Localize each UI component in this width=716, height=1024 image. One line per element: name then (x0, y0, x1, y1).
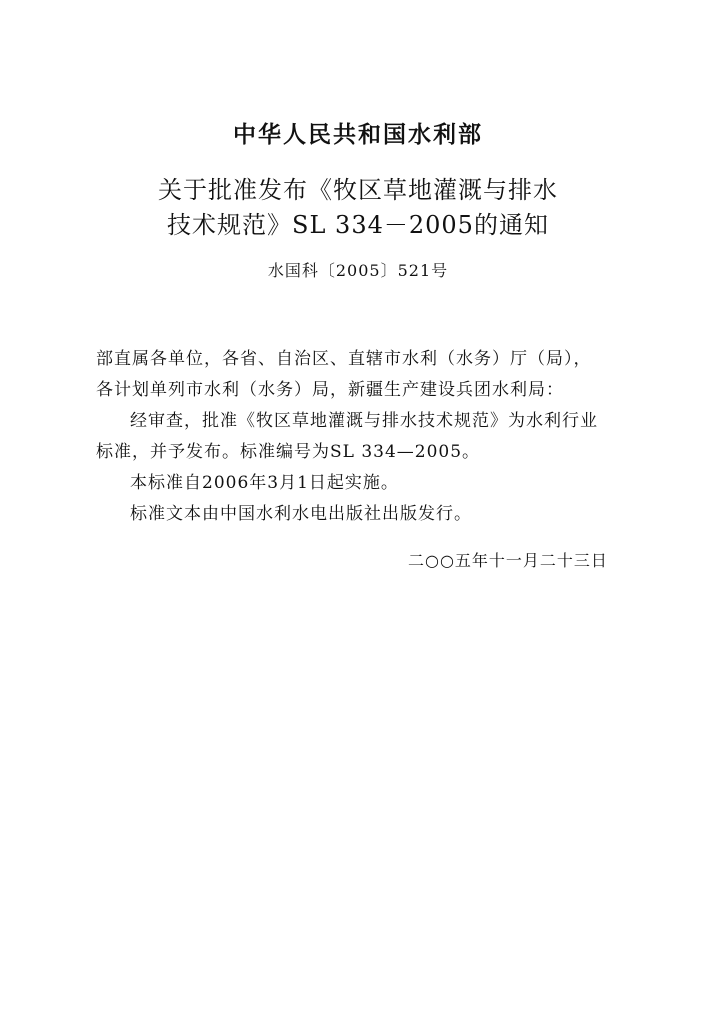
addressee-line-2: 各计划单列市水利（水务）局，新疆生产建设兵团水利局： (96, 380, 564, 400)
notice-title-line-2: 技术规范》SL 334－2005的通知 (167, 211, 549, 239)
addressee-line-1: 部直属各单位，各省、自治区、直辖市水利（水务）厅（局）， (96, 349, 592, 369)
issuer-heading: 中华人民共和国水利部 (233, 121, 483, 148)
notice-title-line-1: 关于批准发布《牧区草地灌溉与排水 (158, 176, 558, 204)
paragraph-approval-line-1: 经审查，批准《牧区草地灌溉与排水技术规范》为水利行业 (130, 411, 598, 431)
issue-date: 二○○五年十一月二十三日 (408, 551, 608, 570)
paragraph-approval-line-2: 标准，并予发布。标准编号为SL 334—2005。 (96, 442, 481, 462)
paragraph-effective-date: 本标准自2006年3月1日起实施。 (130, 473, 399, 493)
document-number: 水国科〔2005〕521号 (267, 261, 449, 280)
paragraph-publisher: 标准文本由中国水利水电出版社出版发行。 (130, 504, 472, 524)
